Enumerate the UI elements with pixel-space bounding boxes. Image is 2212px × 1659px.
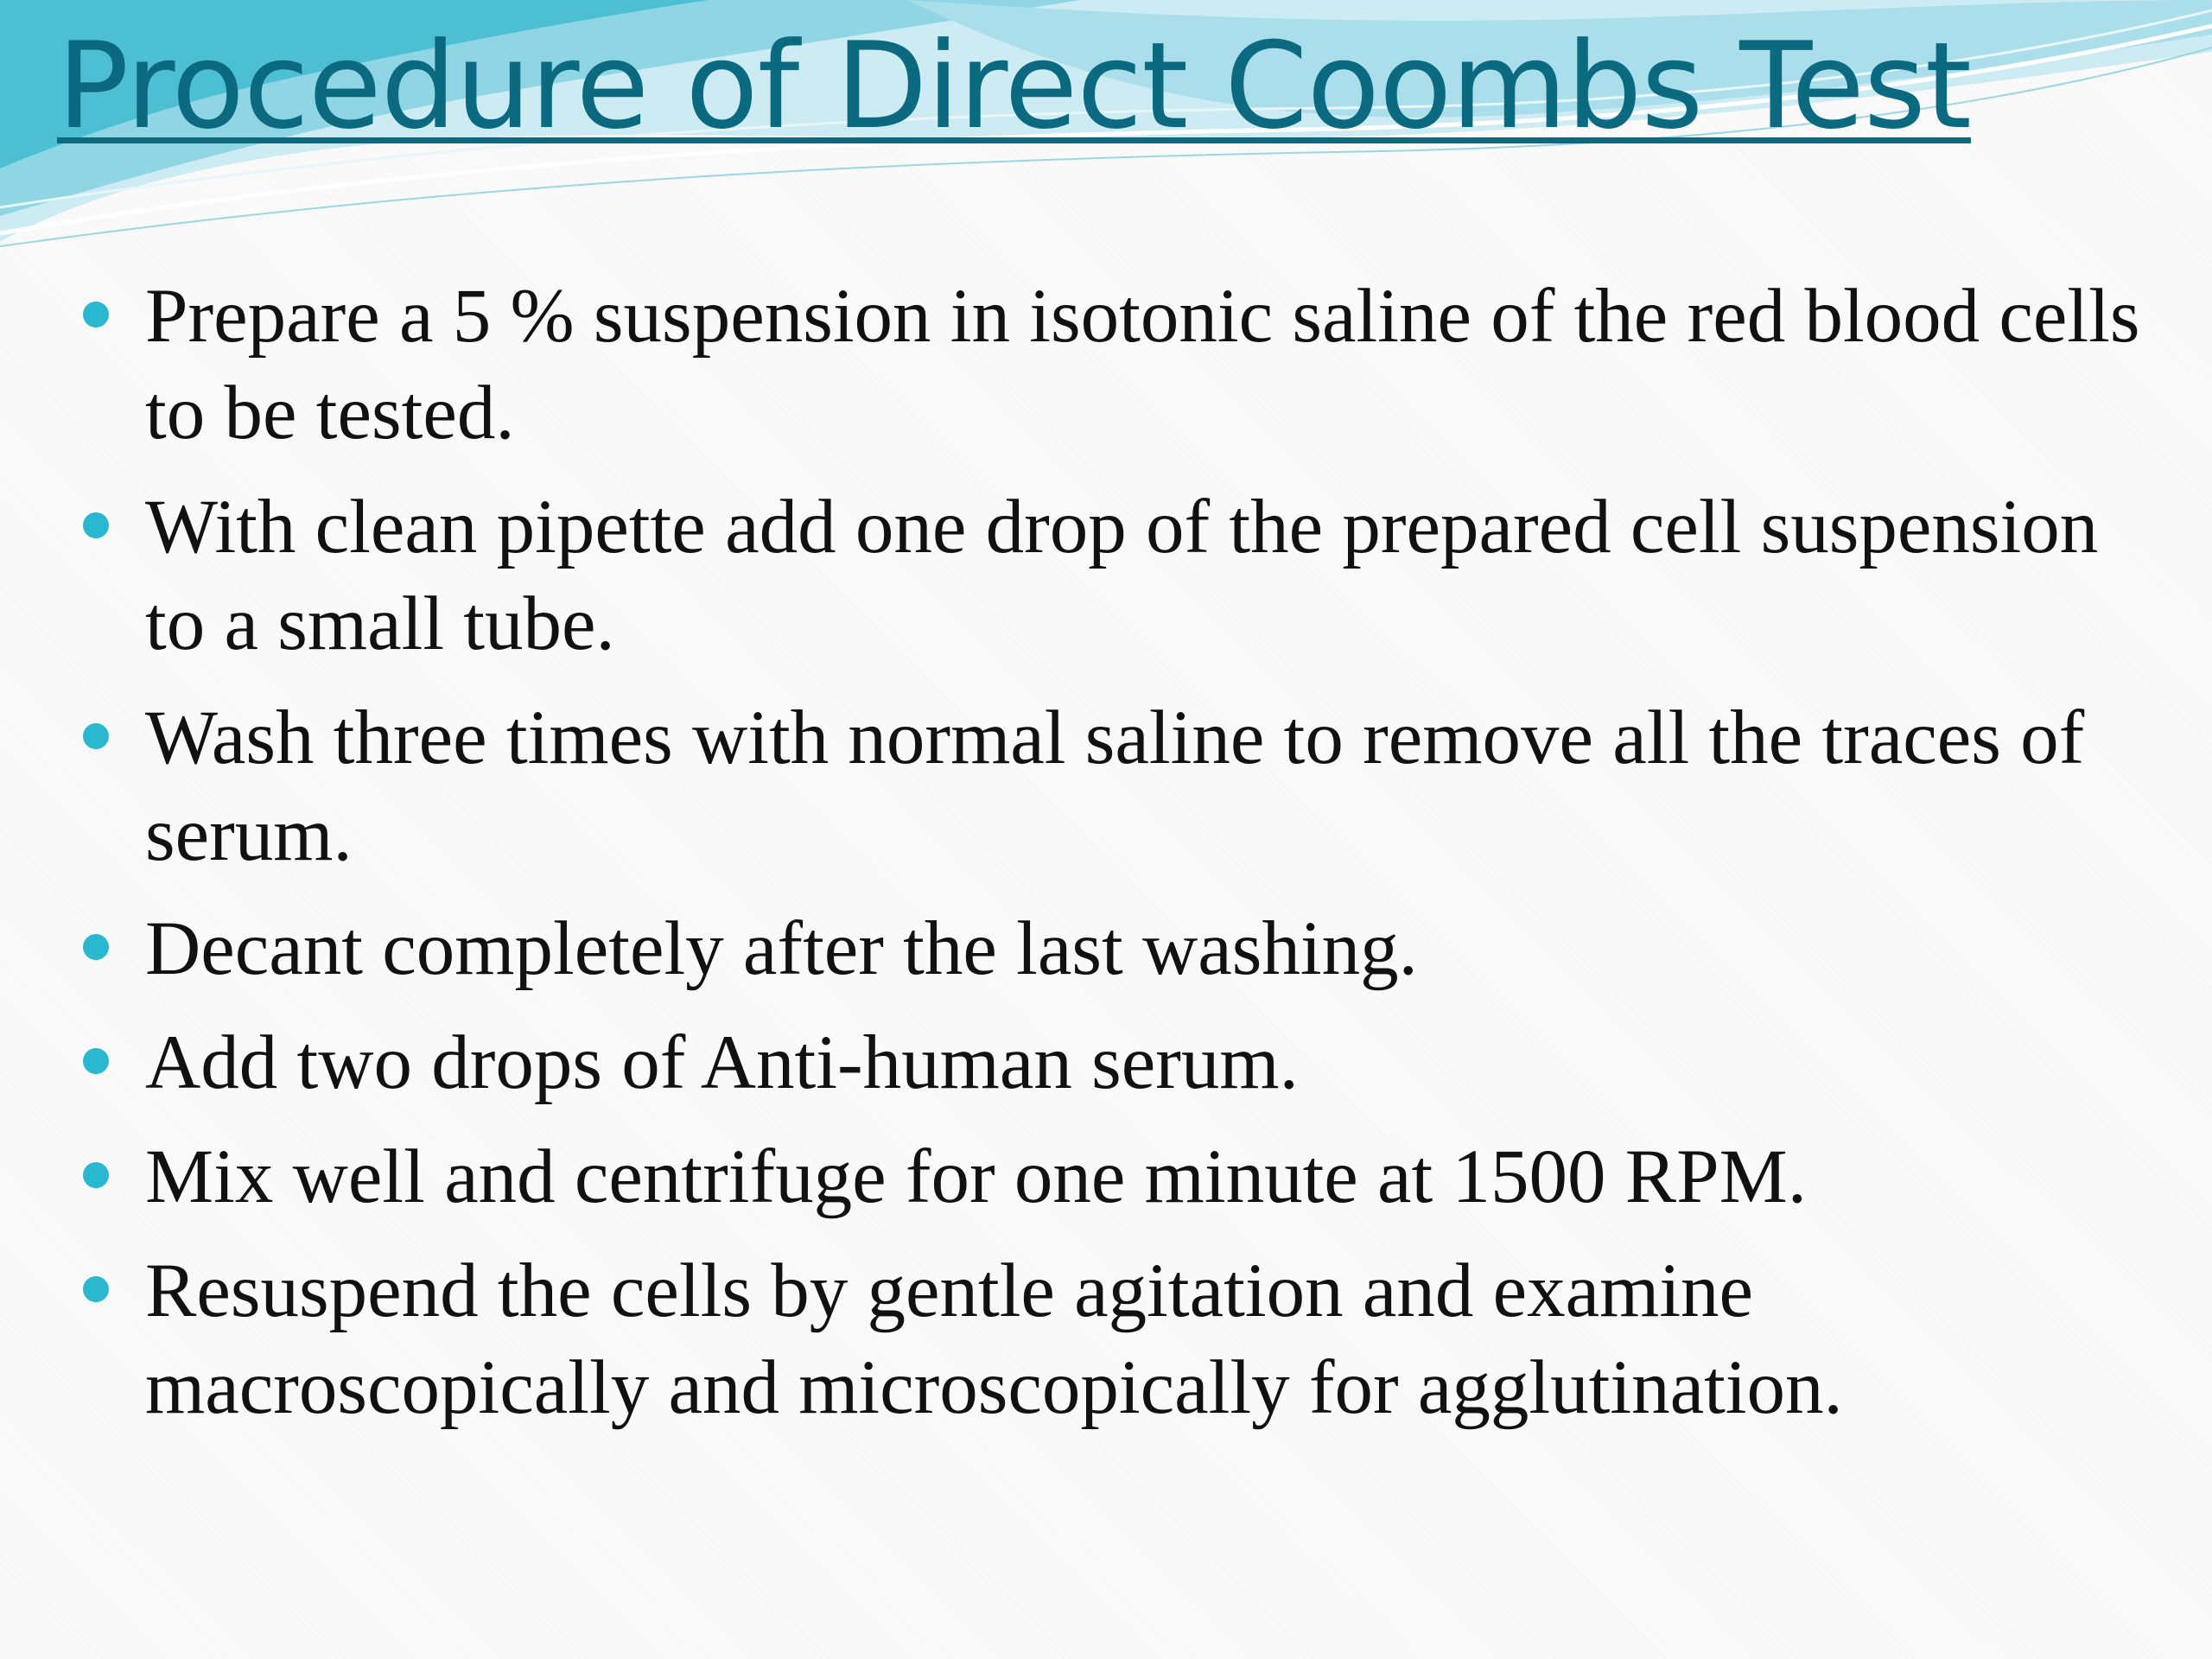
bullet-text: Add two drops of Anti-human serum. xyxy=(145,1020,1299,1105)
bullet-dot-icon xyxy=(83,1048,109,1074)
bullet-dot-icon xyxy=(83,302,109,327)
bullet-item xyxy=(79,479,2153,672)
bullet-text: Resuspend the cells by gentle agitation and examine macroscopically and microscopically for agglutination. xyxy=(145,1249,1843,1430)
bullet-list xyxy=(79,268,2153,1453)
bullet-item xyxy=(79,690,2153,883)
bullet-text: Prepare a 5 % suspension in isotonic saline of the red blood cells to be tested. xyxy=(145,274,2140,455)
bullet-dot-icon xyxy=(83,1276,109,1302)
bullet-text: With clean pipette add one drop of the prepared cell suspension to a small tube. xyxy=(145,485,2099,666)
bullet-item xyxy=(79,1014,2153,1111)
bullet-item xyxy=(79,1128,2153,1225)
bullet-item xyxy=(79,268,2153,461)
bullet-dot-icon xyxy=(83,1162,109,1188)
bullet-text: Wash three times with normal saline to remove all the traces of serum. xyxy=(145,696,2085,877)
slide-title: Procedure of Direct Coombs Test xyxy=(57,16,1971,156)
bullet-dot-icon xyxy=(83,723,109,749)
bullet-dot-icon xyxy=(83,512,109,538)
bullet-text: Mix well and centrifuge for one minute at 1500 RPM. xyxy=(145,1135,1808,1219)
bullet-item xyxy=(79,900,2153,997)
bullet-dot-icon xyxy=(83,934,109,960)
bullet-text: Decant completely after the last washing. xyxy=(145,906,1418,991)
bullet-item xyxy=(79,1243,2153,1436)
